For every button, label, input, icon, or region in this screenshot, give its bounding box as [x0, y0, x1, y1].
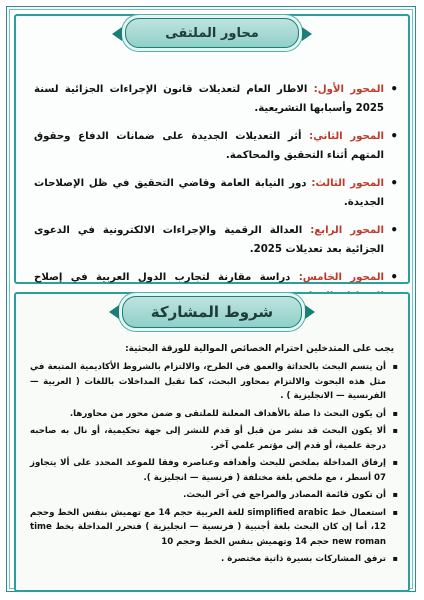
axis-label: المحور الرابع:: [310, 225, 384, 236]
condition-item-2: ▪ أن يكون البحث ذا صلة بالأهداف المعلنة للملتقى و ضمن محور من محاورها.: [30, 407, 398, 422]
axis-item-1: [34, 80, 398, 118]
conditions-list: [30, 360, 398, 570]
condition-item-6: ▪ استعمال خط simplified arabic للغة العربية حجم 14 مع تهميش بنفس الخط وحجم 12، أما إن كان البحث بلغة أجنبية ( فرنسية — انجليزية ) فتحرر المداخلة بخط time new roman حجم 14 وتهميش بنفس الخط وحجم 10: [30, 506, 398, 550]
axis-label: المحور الثاني:: [309, 131, 385, 142]
axis-item-2: [34, 127, 398, 165]
axes-section-title: محاور الملتقى: [165, 25, 259, 41]
axis-text: دور النيابة العامة وقاضي التحقيق في ظل الإصلاحات الجديدة.: [34, 178, 384, 208]
axes-section-title-ribbon: [125, 18, 299, 48]
axis-label: المحور الأول:: [313, 84, 384, 95]
condition-item-3: ▪ ألا يكون البحث قد نشر من قبل أو قدم للنشر إلى جهة تحكيمية، أو نال به صاحبه درجة علمية، أو قدم إلى مؤتمر علمي آخر.: [30, 424, 398, 453]
condition-item-4: ▪ إرفاق المداخلة بملخص للبحث وأهدافه وعناصره وفقا للموعد المحدد على ألا يتجاوز 07 أسطر ، مع ملخص بلغة مختلفة ( فرنسية — انجليزية ).: [30, 456, 398, 485]
axis-text: أثر التعديلات الجديدة على ضمانات الدفاع وحقوق المتهم أثناء التحقيق والمحاكمة.: [34, 131, 384, 161]
axis-label: المحور الخامس:: [298, 272, 385, 283]
axis-label: المحور الثالث:: [311, 178, 384, 189]
axis-text: الاطار العام لتعديلات قانون الإجراءات الجزائية لسنة 2025 وأسبابها التشريعية.: [34, 84, 384, 114]
conditions-section-title: شروط المشاركة: [150, 303, 274, 321]
axis-text: العدالة الرقمية والإجراءات الالكترونية في الدعوى الجزائية بعد تعديلات 2025.: [34, 225, 384, 255]
axis-text: دراسة مقارنة لتجارب الدول العربية في إصلاح: [34, 272, 291, 283]
conditions-intro: يجب على المتدخلين احترام الخصائص الموالية للورقة البحثية:: [125, 344, 394, 354]
condition-item-7: ▪ ترفق المشاركات بسيرة ذاتية مختصرة .: [30, 552, 398, 567]
conditions-section-title-ribbon: [122, 296, 302, 328]
axis-item-3: [34, 174, 398, 212]
axis-item-4: [34, 221, 398, 259]
condition-item-5: ▪ أن تكون قائمة المصادر والمراجع في آخر البحث.: [30, 488, 398, 503]
condition-item-1: ▪ أن يتسم البحث بالحداثة والعمق في الطرح، والالتزام بالشروط الأكاديمية المتبعة في مثل هذه البحوث والالتزام بمحاور البحث، كما تقبل المداخلات باللغات ( العربية — الفرنسية — الانجليزية ) .: [30, 360, 398, 404]
axes-list: [34, 80, 398, 315]
